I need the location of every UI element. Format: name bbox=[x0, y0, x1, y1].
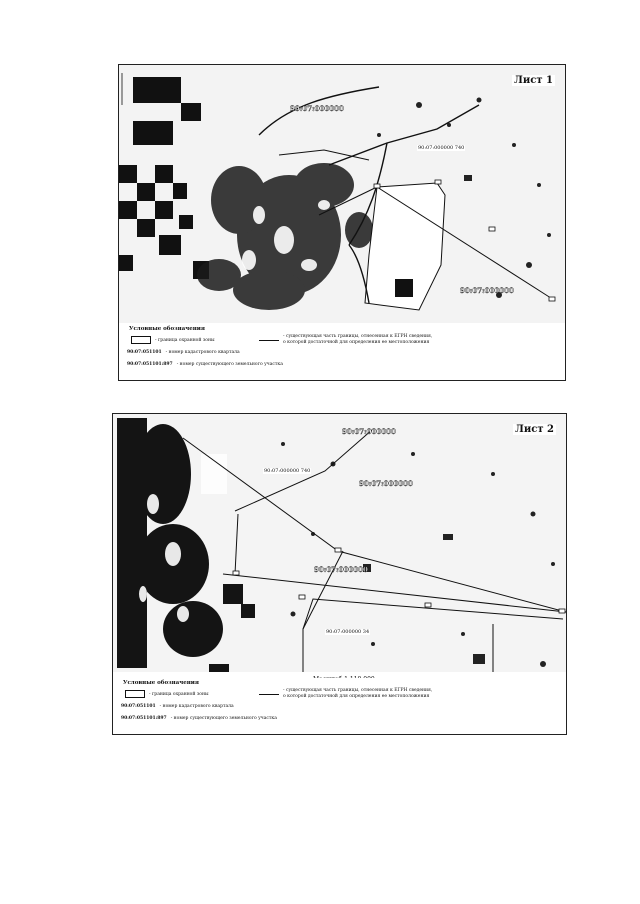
legend-text-line: - существующая часть границы, отнесенная к ЕГРН сведения, bbox=[283, 688, 433, 693]
legend-text: - номер кадастрового квартала bbox=[159, 704, 234, 709]
parcel-label: 90:07:000000 34 bbox=[326, 629, 370, 635]
map-image-1 bbox=[119, 65, 565, 323]
legend-text bbox=[283, 334, 432, 346]
legend-item-land-part bbox=[127, 362, 283, 367]
legend-title: Условные обозначения bbox=[129, 326, 205, 332]
legend-text: - номер существующего земельного участка bbox=[176, 362, 283, 367]
parcel-label: 90:07:000000 bbox=[359, 479, 413, 488]
parcel-label: 90:07:000000 bbox=[290, 104, 344, 113]
legend-text-line: о которой достаточной для определения ее местоположения bbox=[283, 340, 430, 345]
parcel-label: 90:07:000000 bbox=[342, 427, 396, 436]
legend-item-boundary bbox=[131, 336, 215, 344]
legend-code: 90:07:051101:897 bbox=[127, 362, 173, 367]
legend-title: Условные обозначения bbox=[123, 680, 199, 686]
map-image-2 bbox=[113, 414, 566, 672]
legend-item-land-part bbox=[121, 716, 277, 721]
legend-text: - граница охранной зоны bbox=[155, 337, 215, 343]
legend-text: - номер кадастрового квартала bbox=[165, 350, 240, 355]
part-boundary-swatch bbox=[259, 340, 279, 341]
sheet-label: Лист 2 bbox=[515, 424, 554, 435]
legend-item-boundary bbox=[125, 690, 209, 698]
legend-code: 90:07:051101:897 bbox=[121, 716, 167, 721]
legend-text: - граница охранной зоны bbox=[149, 691, 209, 697]
legend-text-line: о которой достаточной для определения ее местоположения bbox=[283, 694, 430, 699]
part-boundary-swatch bbox=[259, 694, 279, 695]
map-sheet-2 bbox=[112, 413, 567, 735]
legend-item-part-boundary bbox=[259, 688, 432, 700]
legend-code: 90:07:051101 bbox=[127, 350, 162, 355]
parcel-label: 90:07:000000 740 bbox=[264, 468, 311, 474]
map-legend bbox=[113, 678, 566, 734]
boundary-swatch bbox=[131, 336, 151, 344]
sheet-label: Лист 1 bbox=[514, 75, 553, 86]
legend-text-line: - существующая часть границы, отнесенная к ЕГРН сведения, bbox=[283, 334, 433, 339]
parcel-label: 90:07:000000 740 bbox=[418, 145, 465, 151]
legend-item-part-boundary bbox=[259, 334, 432, 346]
parcel-label: 90:07:000000 bbox=[460, 286, 514, 295]
legend-item-cadastral-quarter bbox=[127, 350, 240, 355]
legend-text bbox=[283, 688, 432, 700]
legend-code: 90:07:051101 bbox=[121, 704, 156, 709]
legend-item-cadastral-quarter bbox=[121, 704, 234, 709]
legend-text: - номер существующего земельного участка bbox=[170, 716, 277, 721]
map-sheet-1 bbox=[118, 64, 566, 381]
map-legend bbox=[119, 324, 565, 380]
boundary-swatch bbox=[125, 690, 145, 698]
parcel-label: 90:07:000000 bbox=[314, 565, 368, 574]
